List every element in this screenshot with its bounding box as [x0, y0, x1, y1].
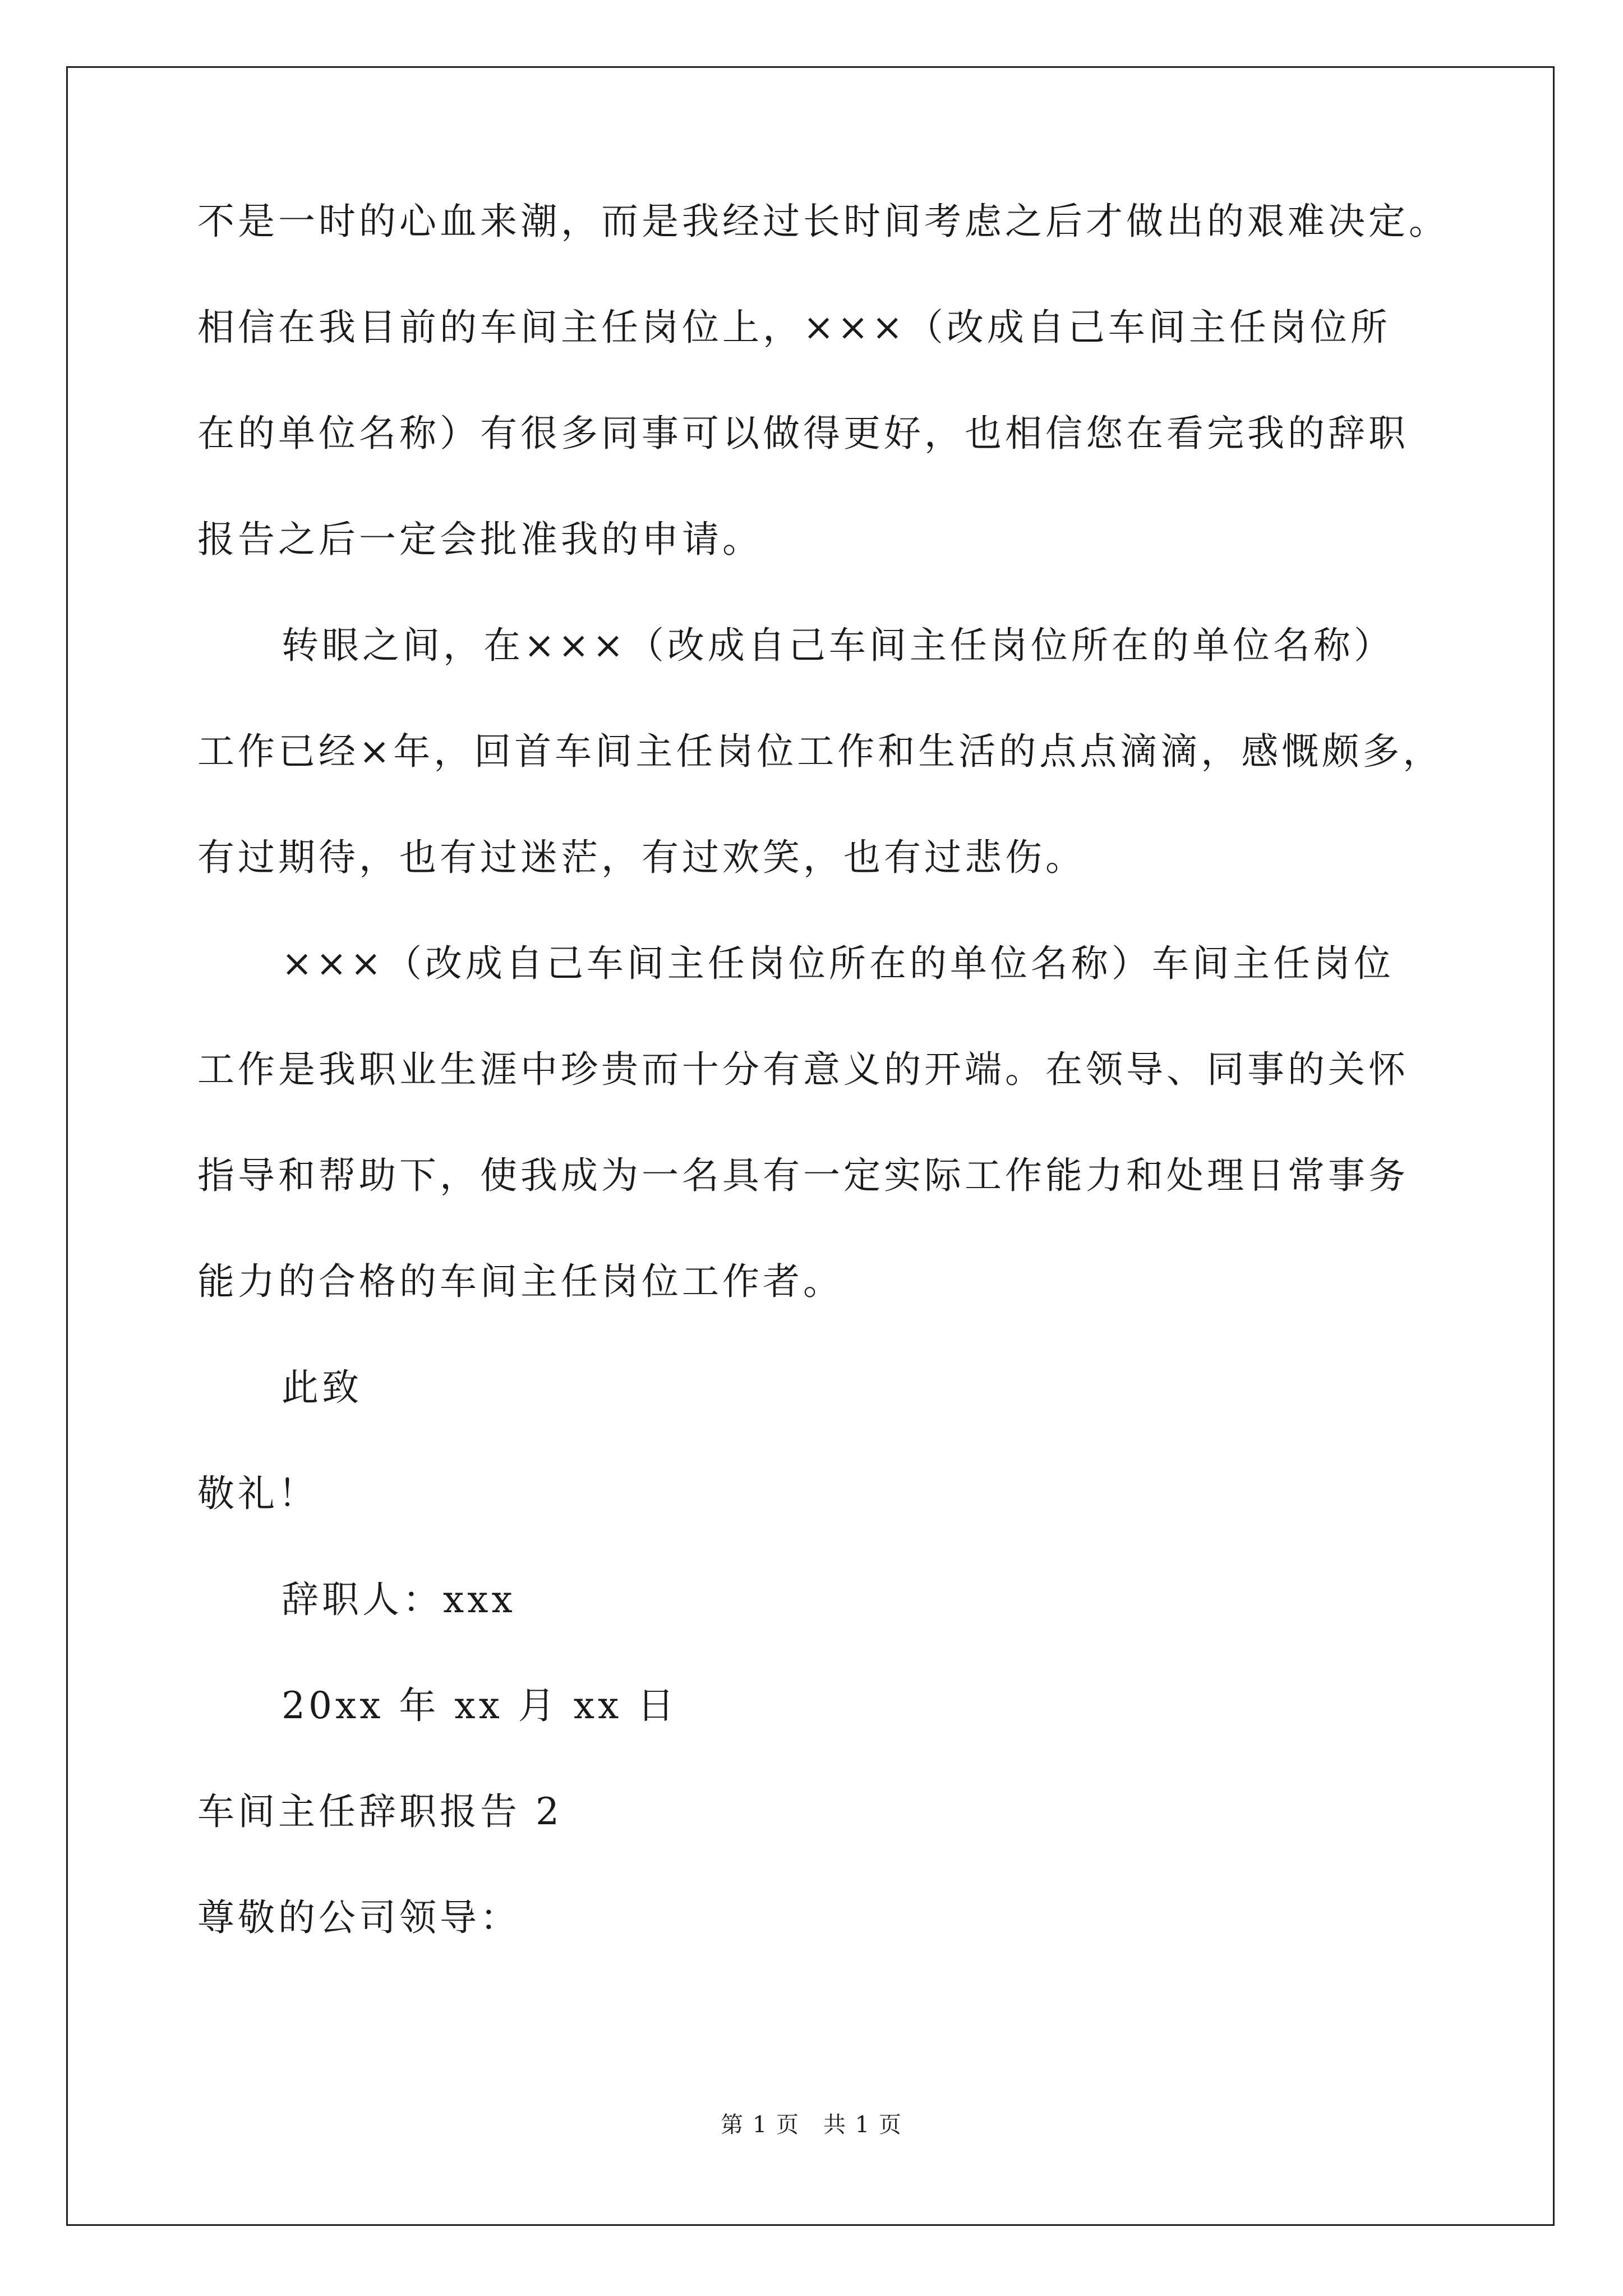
body-line: 不是一时的心血来潮，而是我经过长时间考虑之后才做出的艰难决定。 [197, 200, 1449, 243]
body-line: 指导和帮助下，使我成为一名具有一定实际工作能力和处理日常事务 [197, 1154, 1409, 1197]
document-body [197, 200, 1476, 2005]
body-line: 工作是我职业生涯中珍贵而十分有意义的开端。在领导、同事的关怀 [197, 1048, 1409, 1091]
body-line: 能力的合格的车间主任岗位工作者。 [197, 1260, 843, 1303]
section-title: 车间主任辞职报告 2 [197, 1790, 562, 1833]
body-line: 工作已经×年，回首车间主任岗位工作和生活的点点滴滴，感慨颇多， [197, 730, 1444, 773]
signature-name: 辞职人：xxx [282, 1578, 516, 1621]
page-footer: 第 1 页 共 1 页 [721, 2112, 902, 2138]
closing-phrase: 此致 [282, 1366, 362, 1409]
body-line: 相信在我目前的车间主任岗位上，×××（改成自己车间主任岗位所 [197, 306, 1391, 349]
paragraph-first-line: ×××（改成自己车间主任岗位所在的单位名称）车间主任岗位 [282, 942, 1394, 985]
body-line: 报告之后一定会批准我的申请。 [197, 518, 763, 561]
signature-date: 20xx 年 xx 月 xx 日 [282, 1684, 678, 1727]
paragraph-first-line: 转眼之间，在×××（改成自己车间主任岗位所在的单位名称） [282, 624, 1394, 667]
body-line: 在的单位名称）有很多同事可以做得更好，也相信您在看完我的辞职 [197, 412, 1409, 455]
greeting: 尊敬的公司领导： [197, 1896, 520, 1939]
salutation-closing: 敬礼！ [197, 1472, 319, 1515]
body-line: 有过期待，也有过迷茫，有过欢笑，也有过悲伤。 [197, 836, 1086, 879]
